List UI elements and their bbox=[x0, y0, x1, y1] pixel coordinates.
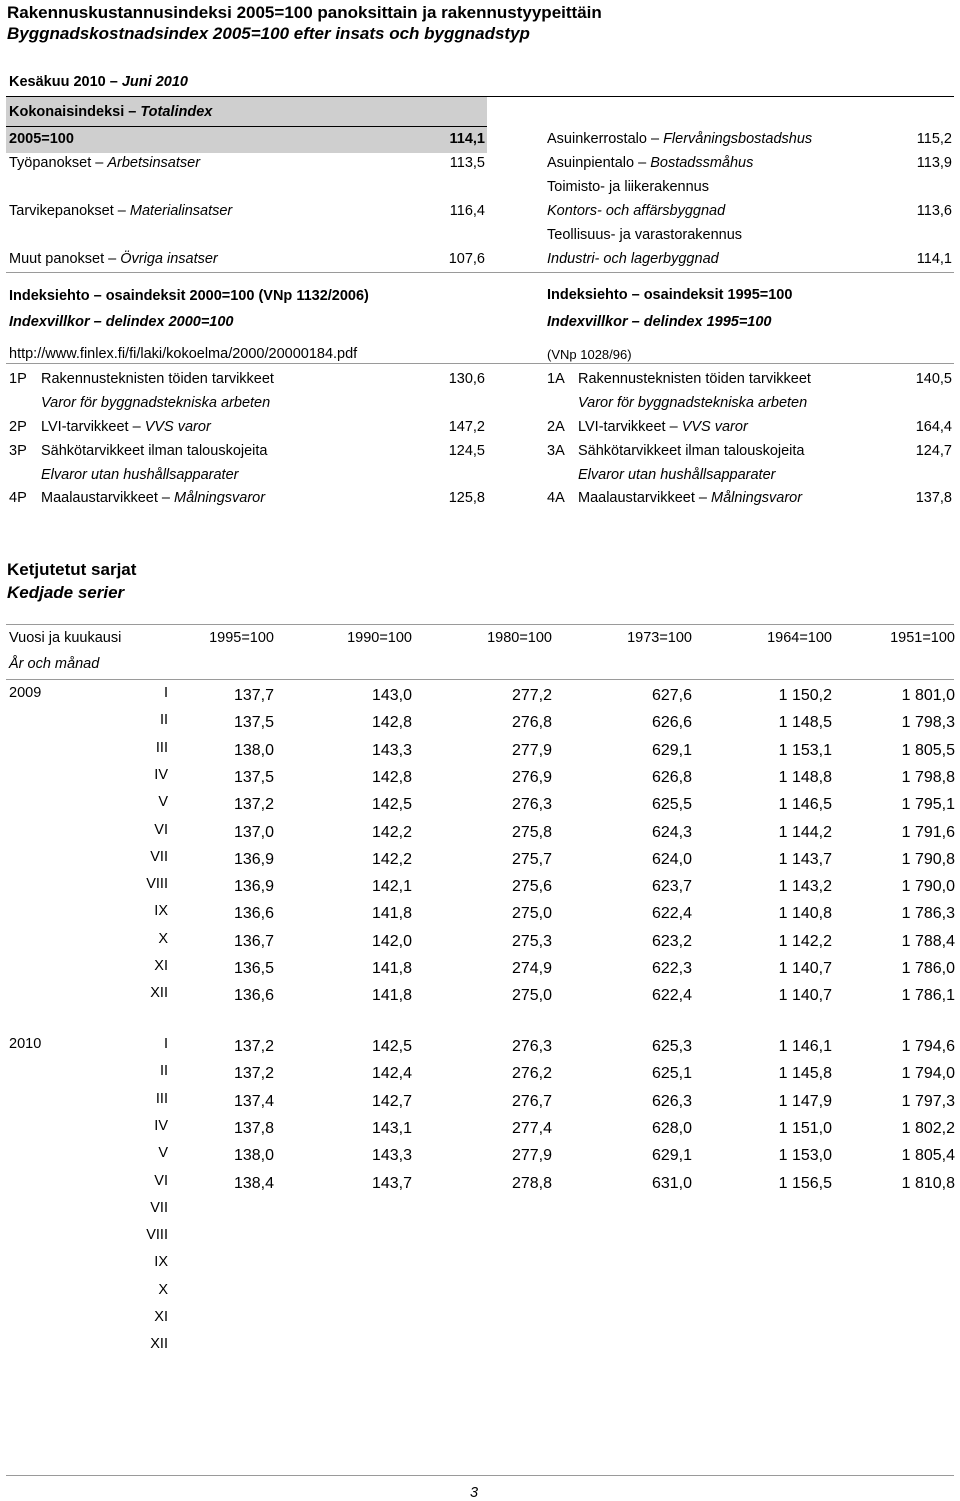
month-label: VIII bbox=[146, 1227, 168, 1244]
small-house-sv: Bostadssmåhus bbox=[650, 155, 754, 171]
table-cell: 142,8 bbox=[371, 714, 412, 732]
total-label: Kokonaisindeksi – Totalindex bbox=[9, 104, 213, 120]
sub-left-fi-3: Sähkötarvikkeet ilman talouskojeita bbox=[41, 443, 268, 459]
table-cell: 137,5 bbox=[233, 714, 274, 732]
sub-left-heading-fi: Indeksiehto – osaindeksit 2000=100 (VNp 1132/2006) bbox=[9, 288, 369, 304]
period-fi: Kesäkuu 2010 bbox=[9, 74, 106, 90]
industry-fi: Teollisuus- ja varastorakennus bbox=[547, 227, 743, 243]
other-value: 107,6 bbox=[448, 251, 485, 267]
sub-right-fi-a: Indeksiehto bbox=[547, 287, 628, 303]
table-cell: 1 142,2 bbox=[778, 932, 832, 950]
table-cell: 277,4 bbox=[511, 1119, 552, 1137]
table-cell: 1 794,0 bbox=[901, 1065, 955, 1083]
chained-title: Ketjutetut sarjat bbox=[7, 560, 137, 579]
office-sv: Kontors- och affärsbyggnad bbox=[547, 203, 726, 219]
table-cell: 275,8 bbox=[511, 823, 552, 841]
month-label: IV bbox=[154, 766, 168, 783]
table-cell: 276,7 bbox=[511, 1092, 552, 1110]
period: Kesäkuu 2010 – Juni 2010 bbox=[9, 74, 188, 90]
page-title: Rakennuskustannusindeksi 2005=100 panoksittain ja rakennustyypeittäin bbox=[7, 3, 602, 22]
table-cell: 1 140,7 bbox=[778, 987, 832, 1005]
month-label: XI bbox=[154, 1309, 168, 1325]
table-cell: 631,0 bbox=[651, 1174, 692, 1192]
table-cell: 142,2 bbox=[371, 850, 412, 868]
month-label: IV bbox=[154, 1117, 168, 1134]
sub-right-code-2: 2A bbox=[547, 419, 565, 435]
table-cell: 143,7 bbox=[371, 1174, 412, 1192]
sub-right-value-1: 140,5 bbox=[915, 371, 952, 387]
sub-left-fi-2: LVI-tarvikkeet bbox=[41, 419, 129, 435]
chained-head-rule bbox=[6, 679, 954, 680]
sub-left-value-4: 125,8 bbox=[448, 490, 485, 506]
sub-left-sv-4: Målningsvaror bbox=[173, 490, 266, 506]
table-cell: 623,7 bbox=[651, 878, 692, 896]
table-cell: 1 791,6 bbox=[901, 823, 955, 841]
month-label: XI bbox=[154, 958, 168, 974]
sub-left-code-4: 4P bbox=[9, 490, 27, 506]
table-cell: 1 797,3 bbox=[901, 1092, 955, 1110]
table-cell: 1 150,2 bbox=[778, 687, 832, 704]
table-cell: 626,8 bbox=[651, 768, 692, 786]
small-house-value: 113,9 bbox=[916, 155, 952, 171]
table-cell: 1 146,5 bbox=[778, 796, 832, 814]
office-fi: Toimisto- ja liikerakennus bbox=[547, 179, 709, 195]
total-rule bbox=[6, 126, 487, 127]
table-cell: 628,0 bbox=[651, 1119, 692, 1137]
table-cell: 1 148,8 bbox=[778, 768, 832, 786]
industry-sv: Industri- och lagerbyggnad bbox=[547, 251, 719, 267]
table-cell: 274,9 bbox=[511, 960, 552, 977]
sub-right-row-4: Maalaustarvikkeet – Målningsvaror bbox=[578, 490, 803, 506]
table-cell: 137,4 bbox=[233, 1092, 274, 1110]
table-cell: 1 140,7 bbox=[778, 960, 832, 977]
sub-rule bbox=[6, 363, 954, 364]
table-cell: 1 143,7 bbox=[778, 850, 832, 868]
sub-right-sv-b: delindex 1995=100 bbox=[643, 314, 772, 330]
month-label: IX bbox=[154, 1254, 168, 1271]
sub-left-code-1: 1P bbox=[9, 371, 27, 387]
sub-left-value-1: 130,6 bbox=[448, 371, 485, 387]
table-cell: 136,7 bbox=[233, 932, 274, 950]
table-cell: 141,8 bbox=[371, 987, 412, 1005]
table-cell: 625,1 bbox=[651, 1065, 692, 1083]
sub-right-code-3: 3A bbox=[547, 443, 565, 459]
sub-left-value-3: 124,5 bbox=[448, 443, 485, 459]
other-fi: Muut panokset bbox=[9, 251, 105, 267]
sub-left-heading-sv: Indexvillkor – delindex 2000=100 bbox=[9, 314, 234, 330]
table-cell: 1 146,1 bbox=[778, 1038, 832, 1055]
section-rule bbox=[6, 272, 954, 273]
column-header: 1964=100 bbox=[767, 630, 832, 646]
column-header: 1973=100 bbox=[627, 630, 692, 646]
sub-left-row-4: Maalaustarvikkeet – Målningsvaror bbox=[41, 490, 266, 506]
table-cell: 624,3 bbox=[651, 823, 692, 841]
table-cell: 137,2 bbox=[233, 796, 274, 814]
table-cell: 136,6 bbox=[233, 987, 274, 1005]
table-cell: 277,9 bbox=[511, 1147, 552, 1165]
month-label: VI bbox=[154, 1172, 168, 1189]
sub-right-fi-b: osaindeksit 1995=100 bbox=[643, 287, 793, 303]
table-cell: 624,0 bbox=[651, 850, 692, 868]
apartment-sv: Flervåningsbostadshus bbox=[663, 131, 813, 147]
sub-left-sv-2: VVS varor bbox=[144, 419, 211, 435]
type-row-apartment: Asuinkerrostalo – Flervåningsbostadshus bbox=[547, 131, 813, 147]
table-cell: 137,5 bbox=[233, 768, 274, 786]
table-cell: 138,4 bbox=[233, 1174, 274, 1192]
table-cell: 136,9 bbox=[233, 850, 274, 868]
table-cell: 138,0 bbox=[233, 741, 274, 759]
month-label: XII bbox=[150, 985, 168, 1002]
table-cell: 622,3 bbox=[651, 960, 692, 977]
table-cell: 141,8 bbox=[371, 905, 412, 923]
total-fi: Kokonaisindeksi bbox=[9, 104, 125, 120]
sub-left-row-2: LVI-tarvikkeet – VVS varor bbox=[41, 419, 211, 435]
table-cell: 275,3 bbox=[511, 932, 552, 950]
table-cell: 1 786,0 bbox=[901, 960, 955, 977]
month-label: XII bbox=[150, 1336, 168, 1353]
type-row-small-house: Asuinpientalo – Bostadssmåhus bbox=[547, 155, 754, 171]
total-sv: Totalindex bbox=[140, 104, 213, 120]
table-cell: 629,1 bbox=[651, 1147, 692, 1165]
sub-right-value-3: 124,7 bbox=[915, 443, 952, 459]
table-cell: 142,8 bbox=[371, 768, 412, 786]
table-cell: 629,1 bbox=[651, 741, 692, 759]
sub-right-fi-2: LVI-tarvikkeet bbox=[578, 419, 666, 435]
apartment-fi: Asuinkerrostalo bbox=[547, 131, 647, 147]
sub-right-note: (VNp 1028/96) bbox=[547, 347, 632, 362]
table-cell: 137,7 bbox=[233, 687, 274, 704]
month-label: VII bbox=[150, 848, 168, 865]
table-cell: 143,1 bbox=[371, 1119, 412, 1137]
column-header: 1951=100 bbox=[890, 630, 955, 646]
month-label: III bbox=[155, 1090, 168, 1107]
table-cell: 1 790,8 bbox=[901, 850, 955, 868]
table-cell: 1 794,6 bbox=[901, 1038, 955, 1055]
table-cell: 1 147,9 bbox=[778, 1092, 832, 1110]
office-value: 113,6 bbox=[916, 203, 952, 219]
table-cell: 142,1 bbox=[371, 878, 412, 896]
table-cell: 1 156,5 bbox=[778, 1174, 832, 1192]
small-house-fi: Asuinpientalo bbox=[547, 155, 635, 171]
labour-value: 113,5 bbox=[449, 155, 485, 171]
table-cell: 623,2 bbox=[651, 932, 692, 950]
apartment-value: 115,2 bbox=[916, 131, 952, 147]
table-cell: 136,6 bbox=[233, 905, 274, 923]
chained-top-rule bbox=[6, 624, 954, 625]
table-cell: 1 144,2 bbox=[778, 823, 832, 841]
sub-right-sv-2: VVS varor bbox=[681, 419, 748, 435]
input-row-labour: Työpanokset – Arbetsinsatser bbox=[9, 155, 201, 171]
table-cell: 1 786,3 bbox=[901, 905, 955, 923]
table-cell: 136,5 bbox=[233, 960, 274, 977]
input-row-materials: Tarvikepanokset – Materialinsatser bbox=[9, 203, 233, 219]
footer-rule bbox=[6, 1475, 954, 1476]
base-value: 114,1 bbox=[449, 131, 485, 147]
sub-right-sv-3: Elvaror utan hushållsapparater bbox=[578, 467, 776, 483]
base-label: 2005=100 bbox=[9, 131, 74, 147]
table-cell: 1 145,8 bbox=[778, 1065, 832, 1083]
month-label: II bbox=[159, 1063, 168, 1080]
table-cell: 1 153,0 bbox=[778, 1147, 832, 1165]
top-rule bbox=[6, 96, 954, 97]
column-header: 1990=100 bbox=[347, 630, 412, 646]
materials-value: 116,4 bbox=[449, 203, 485, 219]
table-cell: 276,3 bbox=[511, 1038, 552, 1055]
sub-right-fi-4: Maalaustarvikkeet bbox=[578, 490, 695, 506]
table-cell: 142,0 bbox=[371, 932, 412, 950]
labour-fi: Työpanokset bbox=[9, 155, 92, 171]
table-cell: 276,3 bbox=[511, 796, 552, 814]
sub-left-code-3: 3P bbox=[9, 443, 27, 459]
table-cell: 277,2 bbox=[511, 687, 552, 704]
table-cell: 137,2 bbox=[233, 1038, 274, 1055]
sub-left-sv-1: Varor för byggnadstekniska arbeten bbox=[41, 395, 271, 411]
page-number: 3 bbox=[470, 1485, 479, 1501]
chained-head-fi: Vuosi ja kuukausi bbox=[9, 630, 122, 646]
sub-left-sv-3: Elvaror utan hushållsapparater bbox=[41, 467, 239, 483]
other-sv: Övriga insatser bbox=[120, 251, 218, 267]
table-cell: 622,4 bbox=[651, 905, 692, 923]
table-cell: 1 795,1 bbox=[901, 796, 955, 814]
month-label: X bbox=[158, 1281, 168, 1298]
materials-fi: Tarvikepanokset bbox=[9, 203, 114, 219]
table-cell: 277,9 bbox=[511, 741, 552, 759]
sub-right-row-2: LVI-tarvikkeet – VVS varor bbox=[578, 419, 748, 435]
table-cell: 1 805,5 bbox=[901, 741, 955, 759]
month-label: IX bbox=[154, 903, 168, 920]
month-label: I bbox=[163, 685, 168, 701]
sub-right-sv-4: Målningsvaror bbox=[710, 490, 803, 506]
sub-right-fi-1: Rakennusteknisten töiden tarvikkeet bbox=[578, 371, 811, 387]
sub-left-sv-b: delindex 2000=100 bbox=[105, 314, 234, 330]
table-cell: 142,5 bbox=[371, 1038, 412, 1055]
page-subtitle: Byggnadskostnadsindex 2005=100 efter insats och byggnadstyp bbox=[7, 24, 530, 43]
sub-left-value-2: 147,2 bbox=[448, 419, 485, 435]
column-header: 1995=100 bbox=[209, 630, 274, 646]
month-label: I bbox=[163, 1036, 168, 1052]
finlex-link[interactable]: http://www.finlex.fi/fi/laki/kokoelma/2000/20000184.pdf bbox=[9, 346, 358, 362]
table-cell: 143,3 bbox=[371, 1147, 412, 1165]
sub-left-fi-b: osaindeksit 2000=100 (VNp 1132/2006) bbox=[105, 288, 369, 304]
table-cell: 278,8 bbox=[511, 1174, 552, 1192]
year-label: 2009 bbox=[9, 685, 42, 701]
month-label: VII bbox=[150, 1199, 168, 1216]
sub-right-code-4: 4A bbox=[547, 490, 565, 506]
month-label: X bbox=[158, 930, 168, 947]
sub-right-heading-sv: Indexvillkor – delindex 1995=100 bbox=[547, 314, 772, 330]
table-cell: 143,0 bbox=[371, 687, 412, 704]
table-cell: 275,7 bbox=[511, 850, 552, 868]
sub-right-sv-1: Varor för byggnadstekniska arbeten bbox=[578, 395, 808, 411]
sub-left-fi-a: Indeksiehto bbox=[9, 288, 90, 304]
table-cell: 1 798,3 bbox=[901, 714, 955, 732]
month-label: III bbox=[155, 739, 168, 756]
table-cell: 1 798,8 bbox=[901, 768, 955, 786]
table-cell: 1 801,0 bbox=[901, 687, 955, 704]
table-cell: 143,3 bbox=[371, 741, 412, 759]
table-cell: 1 140,8 bbox=[778, 905, 832, 923]
table-cell: 276,2 bbox=[511, 1065, 552, 1083]
table-cell: 142,7 bbox=[371, 1092, 412, 1110]
table-cell: 136,9 bbox=[233, 878, 274, 896]
table-cell: 141,8 bbox=[371, 960, 412, 977]
month-label: V bbox=[158, 1145, 168, 1162]
table-cell: 1 786,1 bbox=[901, 987, 955, 1005]
labour-sv: Arbetsinsatser bbox=[107, 155, 201, 171]
table-cell: 1 790,0 bbox=[901, 878, 955, 896]
table-cell: 276,8 bbox=[511, 714, 552, 732]
table-cell: 275,0 bbox=[511, 987, 552, 1005]
table-cell: 1 143,2 bbox=[778, 878, 832, 896]
table-cell: 626,3 bbox=[651, 1092, 692, 1110]
sub-right-heading-fi: Indeksiehto – osaindeksit 1995=100 bbox=[547, 287, 793, 303]
sub-left-sv-a: Indexvillkor bbox=[9, 314, 90, 330]
table-cell: 1 151,0 bbox=[778, 1119, 832, 1137]
table-cell: 142,4 bbox=[371, 1065, 412, 1083]
table-cell: 1 788,4 bbox=[901, 932, 955, 950]
materials-sv: Materialinsatser bbox=[129, 203, 233, 219]
period-sv: Juni 2010 bbox=[121, 74, 188, 90]
industry-value: 114,1 bbox=[916, 251, 952, 267]
sub-right-sv-a: Indexvillkor bbox=[547, 314, 628, 330]
chained-subtitle: Kedjade serier bbox=[7, 583, 125, 602]
chained-head-sv: År och månad bbox=[9, 656, 100, 672]
month-label: II bbox=[159, 712, 168, 729]
table-cell: 625,3 bbox=[651, 1038, 692, 1055]
sub-left-fi-1: Rakennusteknisten töiden tarvikkeet bbox=[41, 371, 274, 387]
column-header: 1980=100 bbox=[487, 630, 552, 646]
table-cell: 622,4 bbox=[651, 987, 692, 1005]
month-label: V bbox=[158, 794, 168, 811]
table-cell: 138,0 bbox=[233, 1147, 274, 1165]
sub-right-fi-3: Sähkötarvikkeet ilman talouskojeita bbox=[578, 443, 805, 459]
table-cell: 137,0 bbox=[233, 823, 274, 841]
sub-right-value-2: 164,4 bbox=[915, 419, 952, 435]
table-cell: 275,0 bbox=[511, 905, 552, 923]
table-cell: 625,5 bbox=[651, 796, 692, 814]
table-cell: 1 805,4 bbox=[901, 1147, 955, 1165]
table-cell: 1 810,8 bbox=[901, 1174, 955, 1192]
table-cell: 137,8 bbox=[233, 1119, 274, 1137]
sub-left-fi-4: Maalaustarvikkeet bbox=[41, 490, 158, 506]
table-cell: 1 802,2 bbox=[901, 1119, 955, 1137]
sub-left-code-2: 2P bbox=[9, 419, 27, 435]
table-cell: 626,6 bbox=[651, 714, 692, 732]
sub-right-code-1: 1A bbox=[547, 371, 565, 387]
sub-right-value-4: 137,8 bbox=[915, 490, 952, 506]
year-label: 2010 bbox=[9, 1036, 42, 1052]
table-cell: 1 153,1 bbox=[778, 741, 832, 759]
table-cell: 137,2 bbox=[233, 1065, 274, 1083]
month-label: VIII bbox=[146, 876, 168, 893]
month-label: VI bbox=[154, 821, 168, 838]
input-row-other: Muut panokset – Övriga insatser bbox=[9, 251, 218, 267]
table-cell: 142,2 bbox=[371, 823, 412, 841]
table-cell: 275,6 bbox=[511, 878, 552, 896]
table-cell: 142,5 bbox=[371, 796, 412, 814]
table-cell: 276,9 bbox=[511, 768, 552, 786]
table-cell: 627,6 bbox=[651, 687, 692, 704]
table-cell: 1 148,5 bbox=[778, 714, 832, 732]
